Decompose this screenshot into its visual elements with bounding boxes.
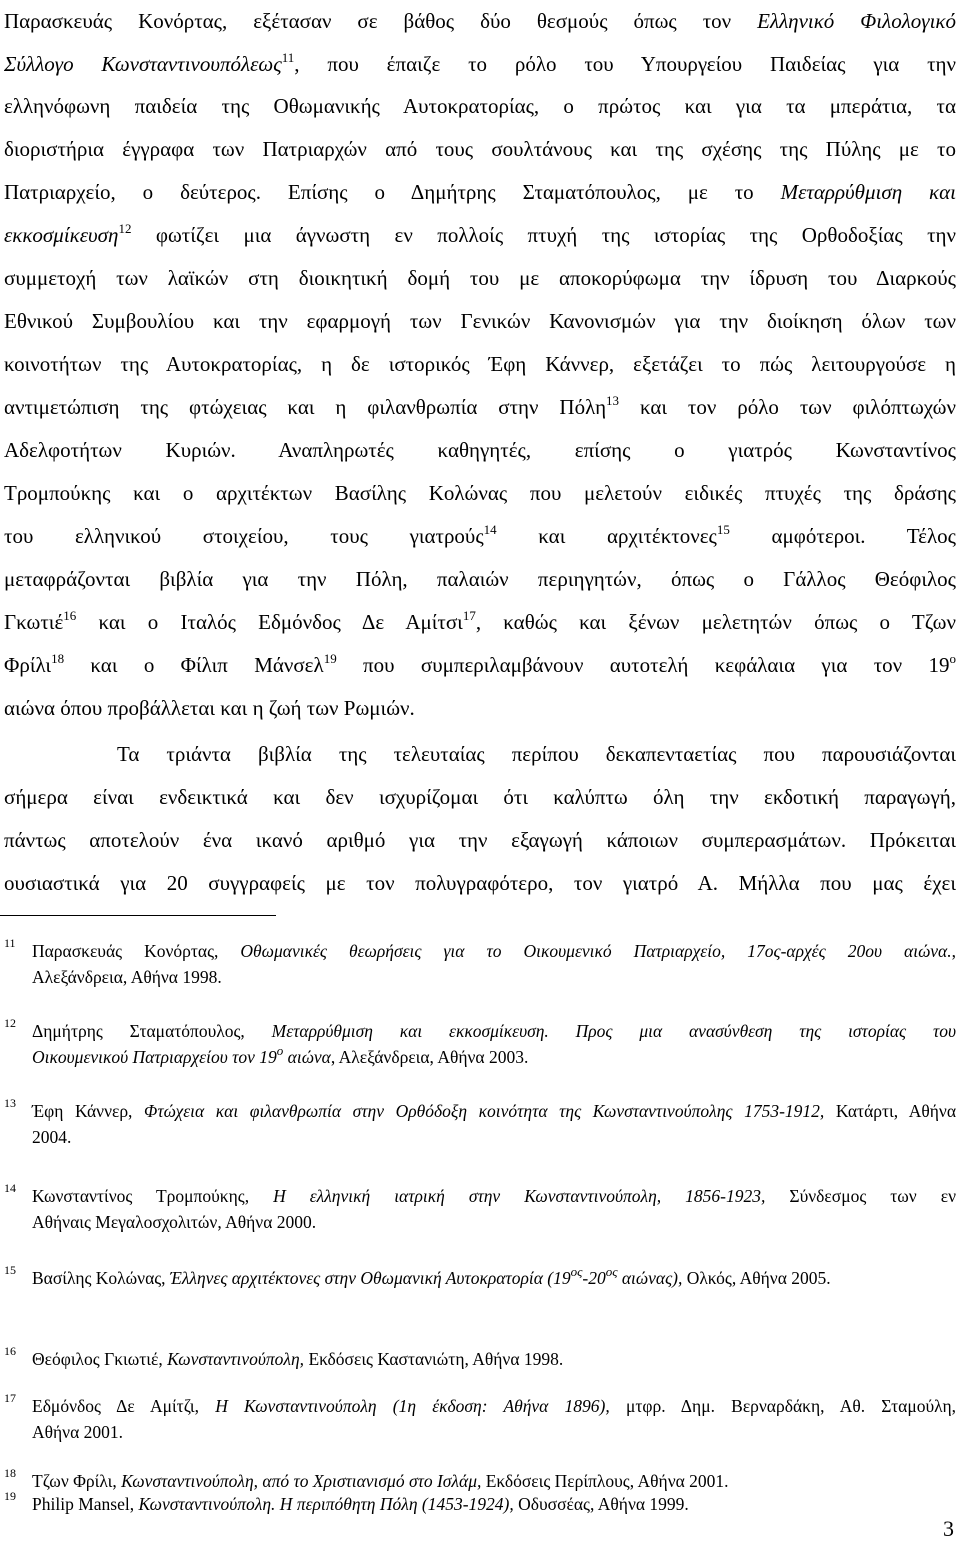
text-run: Αθήναις Μεγαλοσχολιτών, Αθήνα 2000. bbox=[32, 1212, 317, 1232]
text-run: Οδυσσέας, Αθήνα 1999. bbox=[513, 1494, 689, 1514]
text-run: Κωνσταντίνος Τρομπούκης, bbox=[32, 1186, 274, 1206]
italic-text: -20 bbox=[582, 1268, 606, 1288]
text-run: , bbox=[951, 941, 956, 961]
text-run: Δημήτρης Σταματόπουλος, bbox=[32, 1021, 272, 1041]
superscript-ref: 12 bbox=[118, 221, 132, 236]
body-line bbox=[117, 739, 956, 769]
text-run: Παρασκευάς Κονόρτας, εξέτασαν σε βάθος δύο θεσμούς όπως τον bbox=[4, 9, 758, 33]
footnote-number: 16 bbox=[4, 1344, 16, 1358]
footnote-number: 18 bbox=[4, 1466, 16, 1480]
footnote-number: 19 bbox=[4, 1489, 16, 1503]
text-run: Βασίλης Κολώνας, bbox=[32, 1268, 170, 1288]
page-number: 3 bbox=[943, 1516, 954, 1541]
italic-text: αιώνας), bbox=[617, 1268, 683, 1288]
body-line bbox=[4, 306, 956, 336]
italic-text: Κωνσταντινούπολη, από το Χριστιανισμό στο Ισλάμ, bbox=[121, 1471, 482, 1491]
text-run: Εκδόσεις Καστανιώτη, Αθήνα 1998. bbox=[304, 1349, 564, 1369]
text-run: Γκωτιέ bbox=[4, 610, 64, 634]
text-run: μεταφράζονται βιβλία για την Πόλη, παλαιών περιηγητών, όπως ο Γάλλος Θεόφιλος bbox=[4, 567, 956, 591]
text-run: του ελληνικού στοιχείου, τους γιατρούς bbox=[4, 524, 484, 548]
text-run: μτφρ. Δημ. Βερναρδάκη, Αθ. Σταμούλη, bbox=[609, 1396, 956, 1416]
body-line bbox=[4, 91, 956, 121]
body-line bbox=[4, 782, 956, 812]
footnote-number: 11 bbox=[4, 936, 16, 950]
footnote-text bbox=[32, 1348, 956, 1370]
footnote-number: 17 bbox=[4, 1391, 16, 1405]
text-run: συμμετοχή των λαϊκών στη διοικητική δομή του με αποκορύφωμα την ίδρυση του Διαρκούς bbox=[4, 266, 956, 290]
superscript-ref: 11 bbox=[281, 50, 295, 65]
italic-text: Ελληνικό Φιλολογικό bbox=[757, 9, 956, 33]
text-run: κοινοτήτων της Αυτοκρατορίας, η δε ιστορικός Έφη Κάννερ, εξετάζει το πώς λειτουργούσε η bbox=[4, 352, 956, 376]
italic-text: Κωνσταντινούπολη, bbox=[167, 1349, 305, 1369]
text-run: και ο Φίλιπ Μάνσελ bbox=[64, 653, 324, 677]
body-line bbox=[4, 177, 956, 207]
italic-text: εκκοσμίκευση bbox=[4, 223, 119, 247]
footnote-text bbox=[32, 1100, 956, 1122]
text-run: Ολκός, Αθήνα 2005. bbox=[682, 1268, 831, 1288]
text-run: Τζων Φρίλι, bbox=[32, 1471, 122, 1491]
body-line bbox=[4, 220, 956, 250]
text-run: που συμπεριλαμβάνουν αυτοτελή κεφάλαια για τον 19 bbox=[336, 653, 950, 677]
body-line bbox=[4, 825, 956, 855]
body-line bbox=[4, 650, 956, 680]
footnote-continuation bbox=[32, 1043, 529, 1068]
text-run: Philip Mansel, bbox=[32, 1494, 139, 1514]
italic-text: Έλληνες αρχιτέκτονες στην Οθωμανική Αυτοκρατορία (19 bbox=[169, 1268, 571, 1288]
body-line bbox=[4, 607, 956, 637]
body-line bbox=[4, 564, 956, 594]
footnote-number: 14 bbox=[4, 1181, 16, 1195]
footnote-text bbox=[32, 940, 956, 962]
superscript-ref: 17 bbox=[462, 608, 476, 623]
text-run: Πατριαρχείο, ο δεύτερος. Επίσης ο Δημήτρης Σταματόπουλος, με το bbox=[4, 180, 781, 204]
text-run: και τον ρόλο των φιλόπτωχών bbox=[619, 395, 956, 419]
italic-text: Μεταρρύθμιση και εκκοσμίκευση. Προς μια ανασύνθεση της ιστορίας του bbox=[271, 1021, 956, 1041]
text-run: Εδμόνδος Δε Αμίτζι, bbox=[32, 1396, 216, 1416]
text-run: Αλεξάνδρεια, Αθήνα 1998. bbox=[32, 967, 222, 987]
footnote-text bbox=[32, 1395, 956, 1417]
italic-text: Η ελληνική ιατρική στην Κωνσταντινούπολη, 1856-1923, bbox=[273, 1186, 766, 1206]
text-run: και ο Ιταλός Εδμόνδος Δε Αμίτσι bbox=[76, 610, 463, 634]
body-line bbox=[4, 868, 956, 898]
italic-text: Οικουμενικού Πατριαρχείου τον 19 bbox=[32, 1047, 277, 1067]
text-run: , καθώς και ξένων μελετητών όπως ο Τζων bbox=[475, 610, 956, 634]
text-run: αντιμετώπιση της φτώχειας και η φιλανθρωπία στην Πόλη bbox=[4, 395, 607, 419]
superscript-ref: ο bbox=[949, 651, 956, 666]
text-run: αιώνα όπου προβάλλεται και η ζωή των Ρωμιών. bbox=[4, 696, 415, 720]
superscript-ref: 16 bbox=[63, 608, 77, 623]
footnote-text bbox=[32, 1020, 956, 1042]
superscript-ref: 14 bbox=[483, 522, 497, 537]
body-line bbox=[4, 521, 956, 551]
footnote-text bbox=[32, 1264, 956, 1289]
text-run: διοριστήρια έγγραφα των Πατριαρχών από τους σουλτάνους και της σχέσης της Πύλης με το bbox=[4, 137, 956, 161]
footnote-continuation bbox=[32, 1421, 123, 1443]
footnote-number: 15 bbox=[4, 1263, 16, 1277]
text-run: ελληνόφωνη παιδεία της Οθωμανικής Αυτοκρατορίας, ο πρώτος και για τα μπεράτια, τα bbox=[4, 94, 956, 118]
footnote-text bbox=[32, 1493, 956, 1515]
text-run: και αρχιτέκτονες bbox=[496, 524, 717, 548]
superscript-ref: ος bbox=[570, 1264, 583, 1280]
text-run: , που έπαιζε το ρόλο του Υπουργείου Παιδείας για την bbox=[294, 52, 956, 76]
italic-text: Κωνσταντινούπολη. Η περιπόθητη Πόλη (1453-1924), bbox=[138, 1494, 514, 1514]
body-line bbox=[4, 392, 956, 422]
text-run: Σύνδεσμος των εν bbox=[765, 1186, 956, 1206]
italic-text: Μεταρρύθμιση και bbox=[780, 180, 956, 204]
footnote-separator bbox=[0, 915, 276, 916]
text-run: Φρίλι bbox=[4, 653, 52, 677]
footnote-text bbox=[32, 1470, 956, 1492]
body-line bbox=[4, 435, 956, 465]
body-line bbox=[4, 478, 956, 508]
text-run: Αθήνα 2001. bbox=[32, 1422, 124, 1442]
superscript-ref: 13 bbox=[606, 393, 620, 408]
text-run: σήμερα είναι ενδεικτικά και δεν ισχυρίζομαι ότι καλύπτω όλη την εκδοτική παραγωγή, bbox=[4, 785, 956, 809]
italic-text: Φτώχεια και φιλανθρωπία στην Ορθόδοξη κοινότητα της Κωνσταντινούπολης 1753-1912, bbox=[144, 1101, 825, 1121]
footnote-continuation bbox=[32, 1211, 316, 1233]
superscript-ref: ος bbox=[605, 1264, 618, 1280]
italic-text: Σύλλογο Κωνσταντινουπόλεως bbox=[4, 52, 282, 76]
footnote-continuation bbox=[32, 966, 222, 988]
text-run: Παρασκευάς Κονόρτας, bbox=[32, 941, 241, 961]
body-line bbox=[4, 134, 956, 164]
italic-text: Η Κωνσταντινούπολη (1η έκδοση: Αθήνα 1896), bbox=[215, 1396, 610, 1416]
body-line bbox=[4, 349, 956, 379]
text-run: πάντως αποτελούν ένα ικανό αριθμό για την εξαγωγή κάποιων συμπερασμάτων. Πρόκειται bbox=[4, 828, 956, 852]
body-line bbox=[4, 693, 956, 723]
body-line bbox=[4, 263, 956, 293]
text-run: Αδελφοτήτων Κυριών. Αναπληρωτές καθηγητές, επίσης ο γιατρός Κωνσταντίνος bbox=[4, 438, 956, 462]
superscript-ref: 19 bbox=[323, 651, 337, 666]
text-run: Θεόφιλος Γκιωτιέ, bbox=[32, 1349, 168, 1369]
superscript-ref: 15 bbox=[716, 522, 730, 537]
superscript-ref: 18 bbox=[51, 651, 65, 666]
text-run: , Αλεξάνδρεια, Αθήνα 2003. bbox=[330, 1047, 529, 1067]
text-run: ουσιαστικά για 20 συγγραφείς με τον πολυγραφότερο, τον γιατρό Α. Μήλλα που μας έχει bbox=[4, 871, 956, 895]
text-run: αμφότεροι. Τέλος bbox=[729, 524, 956, 548]
footnote-continuation bbox=[32, 1126, 71, 1148]
superscript-ref: ο bbox=[276, 1043, 284, 1059]
italic-text: αιώνα bbox=[283, 1047, 331, 1067]
body-line bbox=[4, 6, 956, 36]
text-run: Εκδόσεις Περίπλους, Αθήνα 2001. bbox=[481, 1471, 729, 1491]
text-run: Εθνικού Συμβουλίου και την εφαρμογή των Γενικών Κανονισμών για την διοίκηση όλων των bbox=[4, 309, 956, 333]
footnote-text bbox=[32, 1185, 956, 1207]
text-run: Τα τριάντα βιβλία της τελευταίας περίπου δεκαπενταετίας που παρουσιάζονται bbox=[117, 742, 956, 766]
text-run: Τρομπούκης και ο αρχιτέκτων Βασίλης Κολώνας που μελετούν ειδικές πτυχές της δράσης bbox=[4, 481, 956, 505]
text-run: φωτίζει μια άγνωστη εν πολλοίς πτυχή της ιστορίας της Ορθοδοξίας την bbox=[131, 223, 956, 247]
italic-text: Οθωμανικές θεωρήσεις για το Οικουμενικό Πατριαρχείο, 17ος-αρχές 20ου αιώνα. bbox=[240, 941, 952, 961]
footnote-number: 12 bbox=[4, 1016, 16, 1030]
text-run: Έφη Κάννερ, bbox=[32, 1101, 145, 1121]
footnote-number: 13 bbox=[4, 1096, 16, 1110]
text-run: Κατάρτι, Αθήνα bbox=[824, 1101, 956, 1121]
text-run: 2004. bbox=[32, 1127, 72, 1147]
body-line bbox=[4, 49, 956, 79]
